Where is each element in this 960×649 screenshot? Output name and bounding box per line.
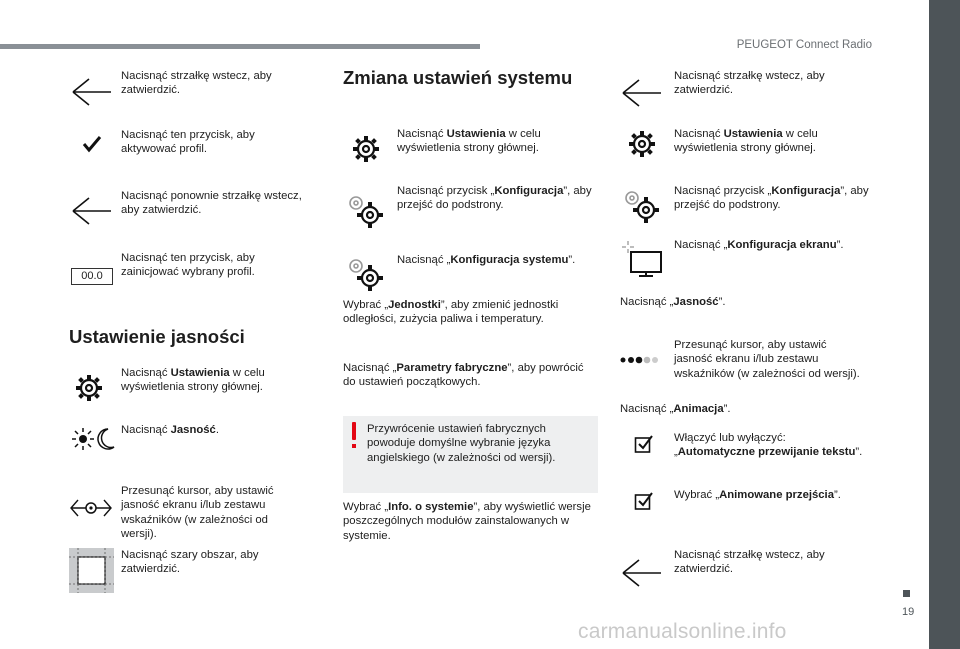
checkmark-icon	[82, 135, 102, 153]
step-text: Nacisnąć Ustawienia w celu wyświetlenia strony głównej.	[674, 128, 818, 155]
warning-text: Przywrócenie ustawień fabrycznych powoduje domyślne wybranie języka angielskiego (w zależności od wersji).	[367, 423, 556, 464]
brightness-heading: Ustawienie jasności	[69, 326, 245, 347]
step-text: Nacisnąć przycisk „Konfiguracja”, aby przejść do podstrony.	[674, 185, 869, 212]
step-text: Nacisnąć Jasność.	[121, 424, 219, 436]
step-text: Wybrać „Animowane przejścia”.	[674, 489, 841, 501]
paragraph: Wybrać „Info. o systemie”, aby wyświetlić wersje poszczególnych modułów zainstalowanych w systemie.	[343, 501, 591, 542]
configuration-gears-icon	[621, 187, 661, 225]
warning-icon-dot	[352, 444, 356, 448]
system-settings-heading: Zmiana ustawień systemu	[343, 67, 573, 88]
step-text: Nacisnąć szary obszar, aby zatwierdzić.	[121, 549, 259, 576]
step-text: Nacisnąć ten przycisk, aby aktywować profil.	[121, 129, 255, 156]
reset-profile-icon: 00.0	[71, 268, 113, 285]
step-text: Nacisnąć Ustawienia w celu wyświetlenia strony głównej.	[121, 367, 265, 394]
checkbox-checked-icon	[634, 491, 654, 511]
back-arrow-icon	[70, 195, 114, 227]
paragraph: Nacisnąć „Animacja”.	[620, 403, 731, 415]
paragraph: Nacisnąć „Jasność”.	[620, 296, 726, 308]
back-arrow-icon	[70, 76, 114, 108]
configuration-gears-icon	[345, 255, 385, 293]
settings-gear-icon	[75, 374, 103, 402]
step-text: Nacisnąć Ustawienia w celu wyświetlenia strony głównej.	[397, 128, 541, 155]
step-text: Włączyć lub wyłączyć: „Automatyczne przewijanie tekstu”.	[674, 432, 863, 459]
paragraph: Nacisnąć „Parametry fabryczne”, aby powrócić do ustawień początkowych.	[343, 362, 584, 389]
page-marker	[903, 590, 910, 597]
step-text: Przesunąć kursor, aby ustawić jasność ekranu i/lub zestawu wskaźników (w zależności od wersji).	[674, 339, 860, 380]
back-arrow-icon	[620, 557, 664, 589]
side-strip	[929, 0, 960, 649]
settings-gear-icon	[352, 135, 380, 163]
step-text: Nacisnąć strzałkę wstecz, aby zatwierdzić.	[674, 70, 825, 97]
paragraph: Wybrać „Jednostki”, aby zmienić jednostki odległości, zużycia paliwa i temperatury.	[343, 299, 559, 326]
warning-icon	[352, 422, 356, 440]
step-text: Nacisnąć strzałkę wstecz, aby zatwierdzić.	[121, 70, 272, 97]
configuration-gears-icon	[345, 192, 385, 230]
step-text: Przesunąć kursor, aby ustawić jasność ekranu i/lub zestawu wskaźników (w zależności od wersji).	[121, 485, 274, 541]
step-text: Nacisnąć przycisk „Konfiguracja”, aby przejść do podstrony.	[397, 185, 592, 212]
slider-icon	[68, 496, 114, 520]
back-arrow-icon	[620, 77, 664, 109]
screen-configuration-icon	[621, 240, 665, 278]
header-title: PEUGEOT Connect Radio	[736, 39, 872, 51]
brightness-icon	[70, 426, 116, 452]
step-text: Nacisnąć „Konfiguracja systemu”.	[397, 254, 576, 266]
page-number: 19	[902, 606, 915, 618]
level-dots-icon	[619, 355, 659, 365]
checkbox-checked-icon	[634, 434, 654, 454]
step-text: Nacisnąć „Konfiguracja ekranu”.	[674, 239, 844, 251]
step-text: Nacisnąć ten przycisk, aby zainicjować wybrany profil.	[121, 252, 255, 279]
header-bar	[0, 44, 480, 49]
step-text: Nacisnąć strzałkę wstecz, aby zatwierdzić.	[674, 549, 825, 576]
step-text: Nacisnąć ponownie strzałkę wstecz, aby zatwierdzić.	[121, 190, 302, 217]
watermark: carmanualsonline.info	[578, 620, 787, 643]
settings-gear-icon	[628, 130, 656, 158]
grey-area-icon	[69, 548, 114, 593]
warning-box	[343, 416, 598, 493]
